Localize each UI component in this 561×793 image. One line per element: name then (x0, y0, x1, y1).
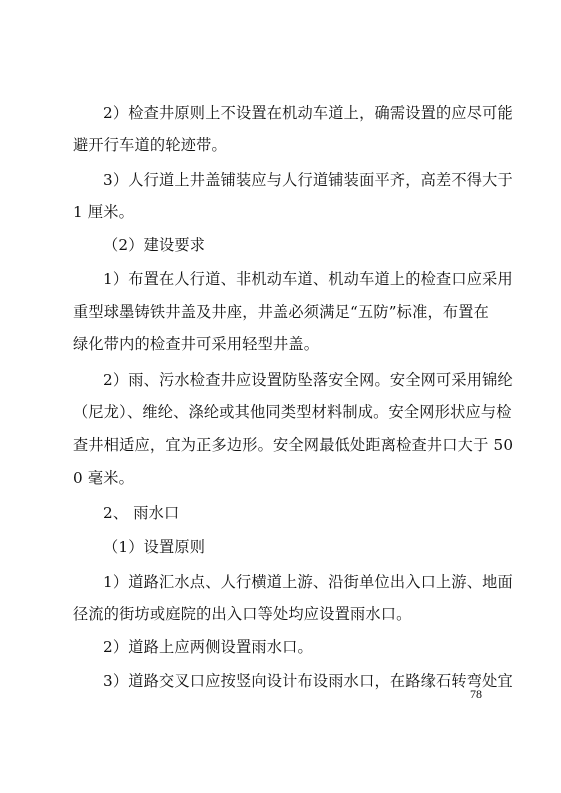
paragraph-line: 径流的街坊或庭院的出入口等处均应设置雨水口。 (73, 605, 412, 623)
paragraph-line: 2）雨、污水检查井应设置防坠落安全网。安全网可采用锦纶 (103, 371, 513, 389)
paragraph-line: 3）人行道上井盖铺装应与人行道铺装面平齐，高差不得大于 (103, 171, 513, 189)
paragraph-line: 2）道路上应两侧设置雨水口。 (103, 638, 313, 656)
paragraph-line: 1）布置在人行道、非机动车道、机动车道上的检查口应采用 (103, 270, 513, 288)
paragraph-line: 0 毫米。 (73, 469, 135, 487)
paragraph-line: 查井相适应，宜为正多边形。安全网最低处距离检查井口大于 50 (73, 436, 514, 454)
paragraph-line: 避开行车道的轮迹带。 (73, 136, 227, 154)
section-heading: （1）设置原则 (103, 538, 206, 556)
paragraph-line: （尼龙）、维纶、涤纶或其他同类型材料制成。安全网形状应与检 (73, 403, 512, 421)
paragraph-line: 2）检查井原则上不设置在机动车道上，确需设置的应尽可能 (103, 104, 513, 122)
section-heading: （2）建设要求 (103, 236, 206, 254)
paragraph-line: 1 厘米。 (73, 203, 135, 221)
paragraph-line: 1）道路汇水点、人行横道上游、沿街单位出入口上游、地面 (103, 573, 513, 591)
paragraph-line: 绿化带内的检查井可采用轻型井盖。 (73, 335, 320, 353)
paragraph-line: 重型球墨铸铁井盖及井座，井盖必须满足“五防”标准，布置在 (73, 303, 490, 321)
paragraph-line: 3）道路交叉口应按竖向设计布设雨水口，在路缘石转弯处宜 (103, 672, 513, 690)
page-number: 78 (470, 687, 482, 701)
section-heading: 2、 雨水口 (103, 504, 180, 522)
